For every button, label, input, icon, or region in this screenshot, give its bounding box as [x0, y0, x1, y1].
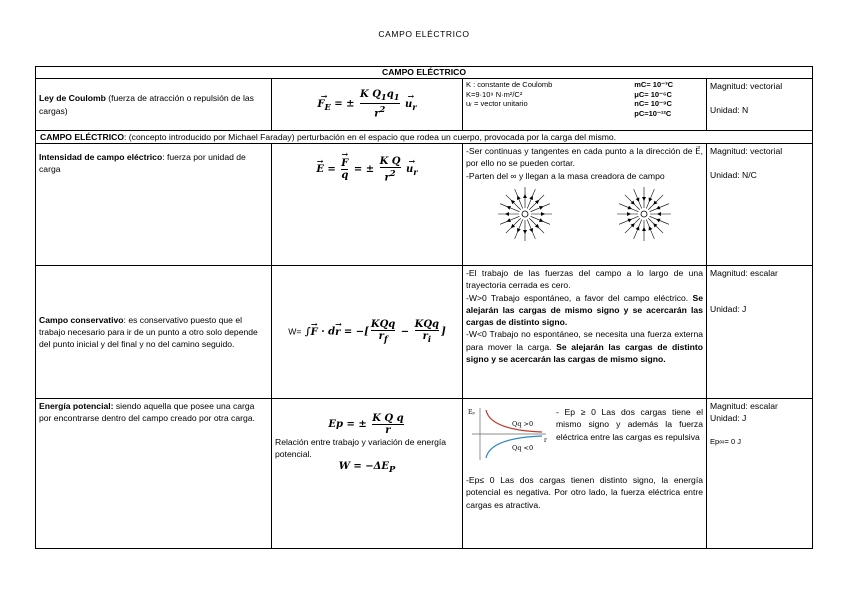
energia-row: [36, 399, 813, 549]
coulomb-unidad: Unidad: N: [710, 105, 749, 116]
coulomb-magnitude-cell: [707, 79, 813, 131]
unit-pc: pC=10⁻¹²C: [634, 108, 672, 118]
intensidad-magnitude-cell: [707, 144, 813, 266]
work-ep-formula: $W = -\Delta E_P$: [338, 460, 396, 474]
conservativo-notes-cell: [463, 266, 707, 399]
graph-x-label: r: [544, 437, 547, 444]
unit-uc: μC= 10⁻⁶C: [634, 89, 672, 99]
unit-nc: nC= 10⁻⁹C: [634, 99, 672, 108]
coulomb-title: Ley de Coulomb: [39, 93, 106, 104]
field-arrow-icon: [523, 230, 527, 234]
coulomb-k-value: K=9·10⁹ N·m²/C²: [466, 89, 523, 99]
intensidad-title: Intensidad de campo eléctrico: [39, 152, 163, 162]
conservativo-note-1: -El trabajo de las fuerzas del campo a lo largo de una trayectoria cerrada es cero.: [466, 268, 703, 291]
summary-table: [35, 66, 813, 549]
campo-intro-label: CAMPO ELÉCTRICO: [40, 132, 125, 142]
conservativo-title: Campo conservativo: [39, 314, 124, 325]
table-header: CAMPO ELÉCTRICO: [36, 67, 813, 79]
intensidad-unidad: Unidad: N/C: [710, 170, 757, 181]
intensidad-label-cell: [36, 144, 272, 266]
ep-formula: Ep = ± $\frac{\text{K Q q}}{r}$: [328, 413, 404, 436]
energia-ep-inf: Ep∞= 0 J: [710, 436, 741, 446]
coulomb-constants-cell: [463, 79, 707, 131]
field-arrow-icon: [523, 194, 527, 198]
energia-desc: siendo aquella que posee una carga por encontrarse dentro del campo creado por otra carga.: [39, 401, 255, 424]
document-title: CAMPO ELÉCTRICO: [378, 29, 470, 39]
energia-magnitud: Magnitud: escalar: [710, 401, 778, 411]
charge-icon: [522, 211, 528, 217]
conservativo-magnitud: Magnitud: escalar: [710, 268, 778, 278]
graph-neg-label: Qq <0: [512, 444, 534, 452]
work-prefix: W=: [288, 326, 302, 337]
field-arrow-icon: [642, 227, 646, 231]
campo-intro-text: : (concepto introducido por Michael Faraday) perturbación en el espacio que rodea un cuerpo, provocada por la carga del mismo.: [124, 132, 617, 142]
conservativo-label-cell: [36, 266, 272, 399]
field-arrow-icon: [505, 212, 509, 216]
intensidad-note-1: -Ser continuas y tangentes en cada punto a la dirección de E⃗, por ello no se pueden cortar.: [466, 146, 703, 169]
energia-title: Energía potencial:: [39, 401, 114, 411]
conservativo-magnitude-cell: [707, 266, 813, 399]
intensidad-desc: : fuerza por unidad de carga: [39, 152, 246, 175]
intensidad-magnitud: Magnitud: vectorial: [710, 146, 783, 156]
conservativo-desc: : es conservativo puesto que el trabajo necesario para ir de un punto a otro solo depende del punto inicial y del final y no del camino seguido.: [39, 314, 258, 350]
intensidad-notes-cell: [463, 144, 707, 266]
charge-icon: [641, 211, 647, 217]
energia-notes-cell: [463, 399, 707, 549]
campo-intro-row: [36, 131, 813, 144]
conservativo-unidad: Unidad: J: [710, 304, 747, 315]
conservativo-note-2: -W>0 Trabajo espontáneo, a favor del campo eléctrico. Se alejarán las cargas de mismo signo y se acercarán las cargas de distinto signo.: [466, 292, 703, 328]
energia-note-pos: - Ep ≥ 0 Las dos cargas tiene el mismo signo y además la fuerza eléctrica entre las cargas es repulsiva: [556, 407, 703, 442]
potential-energy-graph: [466, 406, 550, 462]
unit-mc: mC= 10⁻³C: [634, 80, 673, 89]
energia-unidad: Unidad: J: [710, 413, 747, 424]
graph-y-label: Eₚ: [468, 409, 475, 416]
coulomb-formula: → $F_E$ = ± $\frac{K Q_1q_1}{r^2}$ → $u_r$: [272, 79, 463, 131]
energia-formula-cell: [272, 399, 463, 549]
coulomb-label-cell: [36, 79, 272, 131]
field-arrow-icon: [541, 212, 545, 216]
campo-intro: [36, 131, 813, 144]
negative-charge-field-diagram: [610, 184, 678, 244]
conservativo-row: [36, 266, 813, 399]
conservativo-formula: W= ∫→ F · d→ r = −[ $\frac{\text{KQq}}{r_f}$ − $\frac{\text{KQq}}{r_i}$ ]: [272, 266, 463, 399]
field-arrow-icon: [657, 212, 661, 216]
intensidad-row: [36, 144, 813, 266]
positive-charge-field-diagram: [491, 184, 559, 244]
field-arrow-icon: [627, 212, 631, 216]
coulomb-row: [36, 79, 813, 131]
energia-label-cell: [36, 399, 272, 549]
energia-note-neg: -Ep≤ 0 Las dos cargas tienen distinto signo, la energía potencial es negativa. Por otro lado, la fuerza eléctrica entre cargas es atractiva.: [466, 475, 703, 510]
intensidad-formula: → E = → $\frac{F}{q}$ = ± $\frac{\text{K Q}}{r^2}$ → $u_r$: [272, 144, 463, 266]
graph-pos-label: Qq >0: [512, 420, 534, 428]
field-arrow-icon: [642, 197, 646, 201]
conservativo-note-3: -W<0 Trabajo no espontáneo, se necesita una fuerza externa para mover la carga. Se alejarán las cargas de distinto signo y se acercarán las cargas de mismo signo.: [466, 329, 703, 365]
energia-relation: Relación entre trabajo y variación de energía potencial.: [275, 437, 447, 460]
coulomb-magnitud: Magnitud: vectorial: [710, 81, 783, 91]
coulomb-k-def: K : constante de Coulomb: [466, 80, 553, 89]
coulomb-ur-def: uᵣ = vector unitario: [466, 99, 528, 108]
energia-magnitude-cell: [707, 399, 813, 549]
intensidad-note-2: -Parten del ∞ y llegan a la masa creadora de campo: [466, 170, 665, 181]
table-header-row: [36, 67, 813, 79]
coulomb-desc: (fuerza de atracción o repulsión de las cargas): [39, 93, 254, 116]
